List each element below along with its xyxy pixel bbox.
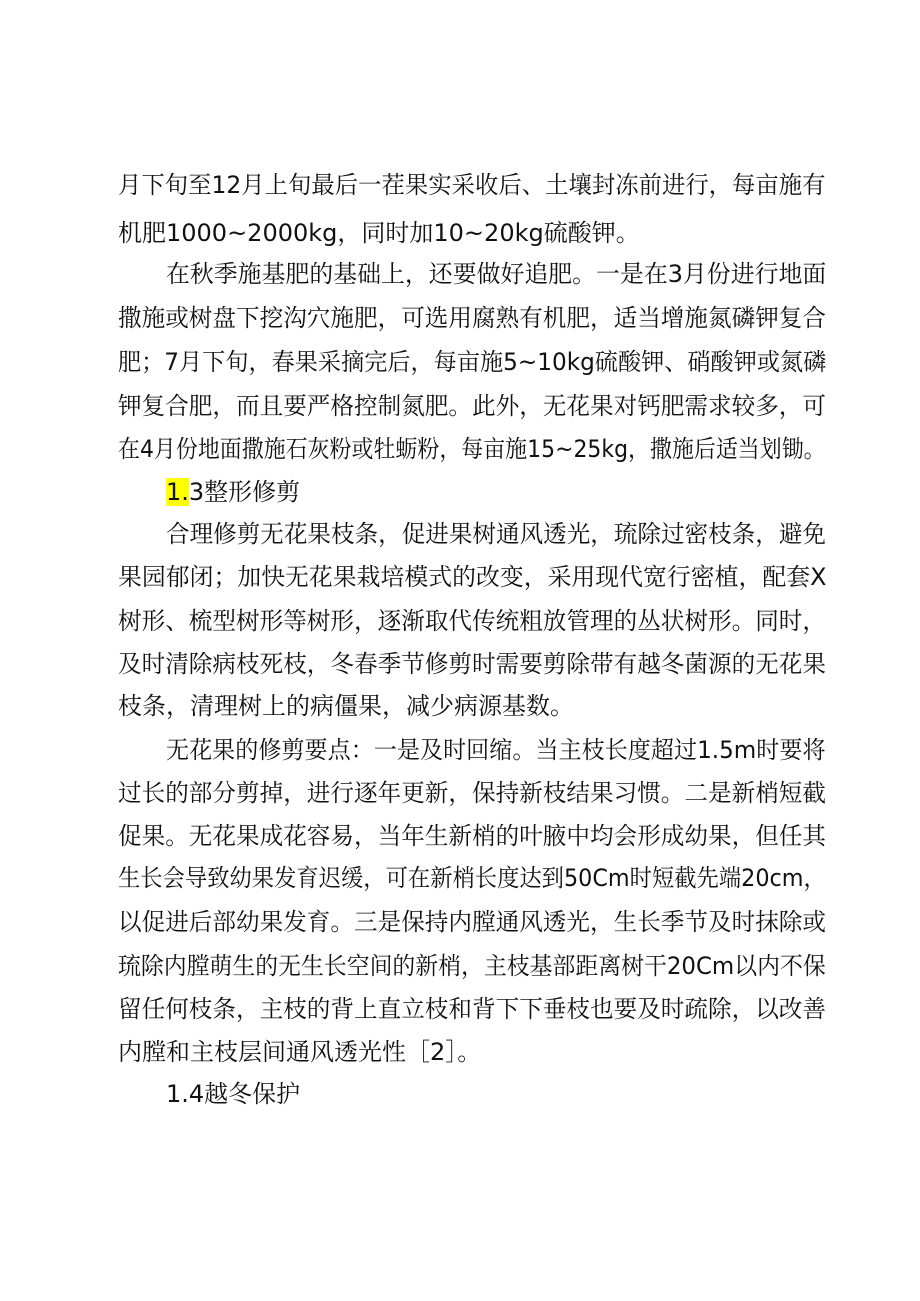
paragraph-line: 过长的部分剪掉，进行逐年更新，保持新枝结果习惯。二是新梢短截 xyxy=(118,779,826,807)
paragraph-line: 树形、梳型树形等树形，逐渐取代传统粗放管理的丛状树形。同时， xyxy=(118,607,826,635)
paragraph-line: 无花果的修剪要点：一是及时回缩。当主枝长度超过1.5m时要将 xyxy=(166,736,826,764)
paragraph-line: 月下旬至12月上旬最后一茬果实采收后、土壤封冻前进行，每亩施有 xyxy=(118,171,826,199)
heading-text: 3整形修剪 xyxy=(188,478,301,506)
paragraph-line: 枝条，清理树上的病僵果，减少病源基数。 xyxy=(118,692,574,720)
highlighted-text: 1. xyxy=(166,478,189,506)
paragraph-line: 生长会导致幼果发育迟缓，可在新梢长度达到50Cm时短截先端20cm， xyxy=(118,864,826,892)
paragraph-line: 果园郁闭；加快无花果栽培模式的改变，采用现代宽行密植，配套X xyxy=(118,563,827,591)
paragraph-line: 琉除内膛萌生的无生长空间的新梢，主枝基部距离树干20Cm以内不保 xyxy=(118,952,826,980)
paragraph-line: 机肥1000~2000kg，同时加10~20kg硫酸钾。 xyxy=(118,219,640,247)
paragraph-line: 以促进后部幼果发育。三是保持内膛通风透光，生长季节及时抹除或 xyxy=(118,908,826,936)
paragraph-line: 及时清除病枝死枝，冬春季节修剪时需要剪除带有越冬菌源的无花果 xyxy=(118,650,826,678)
paragraph-line: 留任何枝条，主枝的背上直立枝和背下下垂枝也要及时疏除，以改善 xyxy=(118,995,826,1023)
section-heading-1-3 xyxy=(166,476,300,508)
paragraph-line: 在4月份地面撒施石灰粉或牡蛎粉，每亩施15~25kg，撒施后适当划锄。 xyxy=(118,435,826,463)
paragraph-line: 合理修剪无花果枝条，促进果树通风透光，琉除过密枝条，避免 xyxy=(166,520,826,548)
paragraph-line: 促果。无花果成花容易，当年生新梢的叶腋中均会形成幼果，但任其 xyxy=(118,822,826,850)
paragraph-line: 钾复合肥，而且要严格控制氮肥。此外，无花果对钙肥需求较多，可 xyxy=(118,392,826,420)
paragraph-line: 肥；7月下旬，春果采摘完后，每亩施5~10kg硫酸钾、硝酸钾或氮磷 xyxy=(118,348,827,376)
paragraph-line: 在秋季施基肥的基础上，还要做好追肥。一是在3月份进行地面 xyxy=(166,260,827,288)
section-heading-1-4: 1.4越冬保护 xyxy=(166,1080,301,1108)
paragraph-line: 内膛和主枝层间通风透光性［2］。 xyxy=(118,1038,482,1066)
paragraph-line: 撒施或树盘下挖沟穴施肥，可选用腐熟有机肥，适当增施氮磷钾复合 xyxy=(118,304,826,332)
